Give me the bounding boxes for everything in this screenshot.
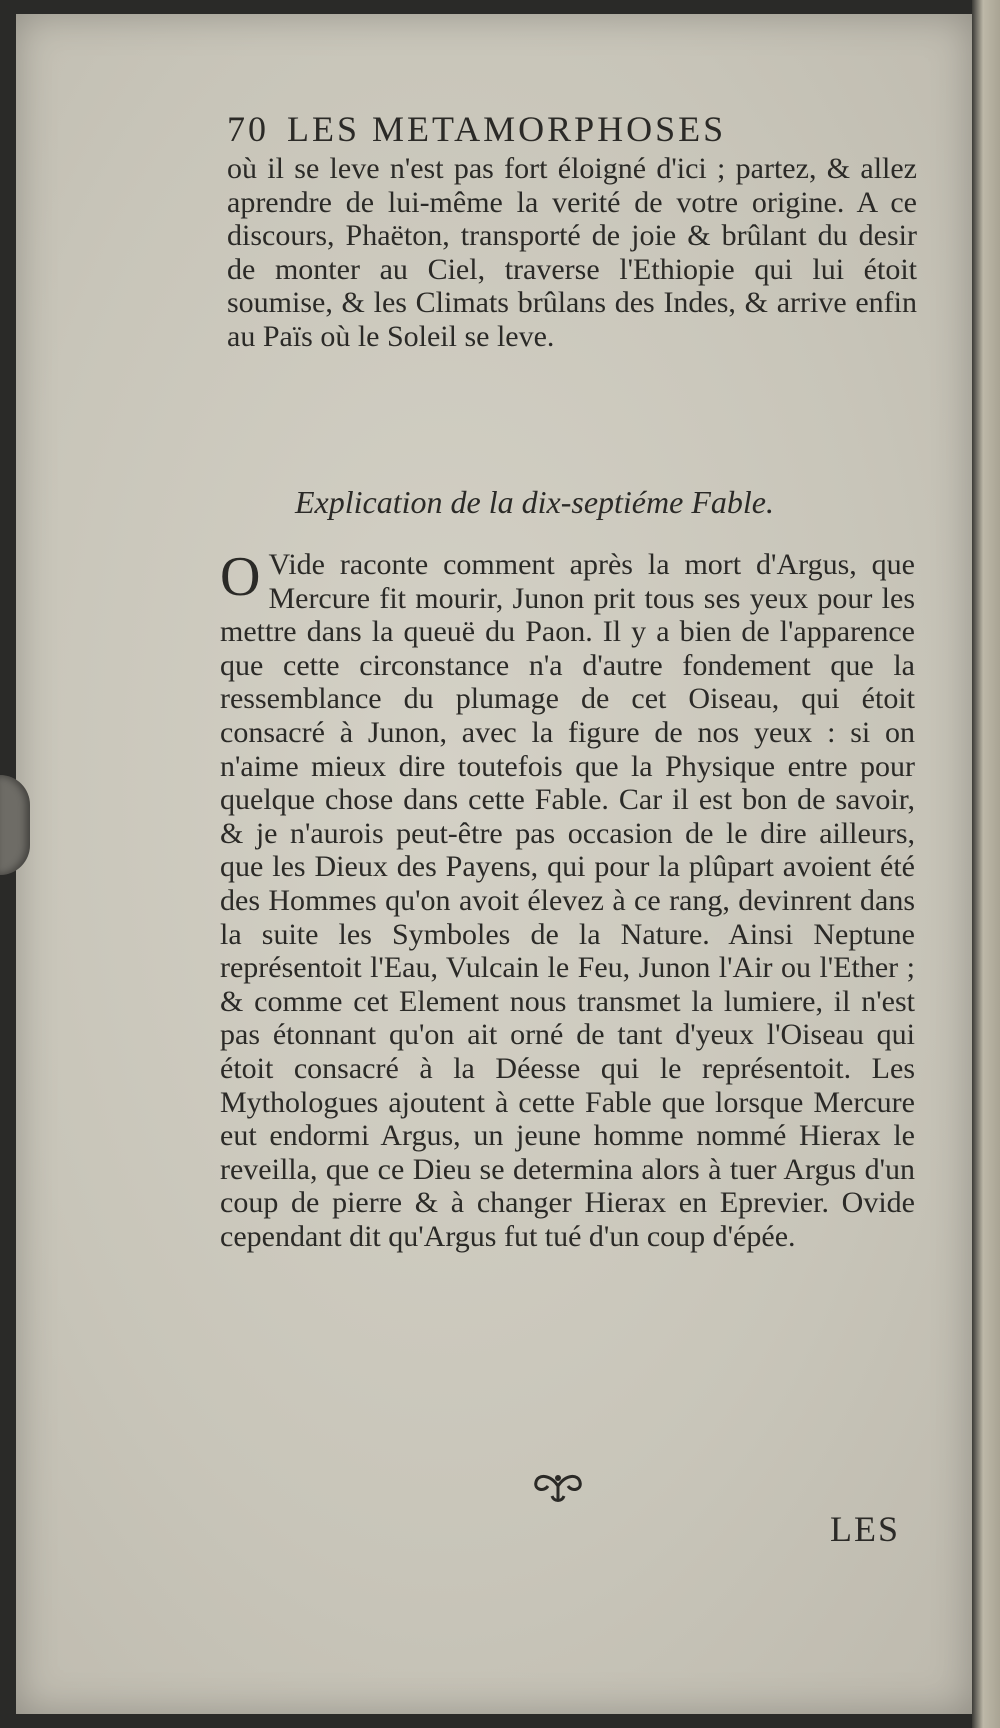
page-edge: [972, 0, 1000, 1728]
page-clip: [0, 775, 30, 875]
section-title: Explication de la dix-septiéme Fable.: [295, 484, 774, 520]
drop-cap: O: [220, 546, 261, 608]
fleuron-ornament-icon: [528, 1466, 588, 1506]
running-title: LES METAMORPHOSES: [287, 109, 727, 149]
section-body: [220, 548, 915, 1253]
continued-paragraph: où il se leve n'est pas fort éloigné d'ici ; partez, & allez aprendre de lui-même la verité de votre origine. A ce discours, Phaëton, transporté de joie & brûlant du desir de monter au Ciel, traverse l'Ethiopie qui lui étoit soumise, & les Climats brûlans des Indes, & arrive enfin au Païs où le Soleil se leve.: [227, 152, 917, 353]
page-number: 70: [227, 109, 269, 149]
catchword: LES: [830, 1509, 901, 1549]
running-head: [227, 108, 927, 150]
section-body-text: Vide raconte comment après la mort d'Argus, que Mercure fit mourir, Junon prit tous ses yeux pour les mettre dans la queuë du Paon. Il y a bien de l'apparence que cette circonstance n'a d'autre fondement que la ressemblance du plumage de cet Oiseau, qui étoit consacré à Junon, avec la figure de nos yeux : si on n'aime mieux dire toutefois que la Physique entre pour quelque chose dans cette Fable. Car il est bon de savoir, & je n'aurois peut-être pas occasion de le dire ailleurs, que les Dieux des Payens, qui pour la plûpart avoient été des Hommes qu'on avoit élevez à ce rang, devinrent dans la suite les Symboles de la Nature. Ainsi Neptune représentoit l'Eau, Vulcain le Feu, Junon l'Air ou l'Ether ; & comme cet Element nous transmet la lumiere, il n'est pas étonnant qu'on ait orné de tant d'yeux l'Oiseau qui étoit consacré à la Déesse qui le représentoit. Les Mythologues ajoutent à cette Fable que lorsque Mercure eut endormi Argus, un jeune homme nommé Hierax le reveilla, que ce Dieu se determina alors à tuer Argus d'un coup de pierre & à changer Hierax en Eprevier. Ovide cependant dit qu'Argus fut tué d'un coup d'épée.: [220, 548, 915, 1253]
